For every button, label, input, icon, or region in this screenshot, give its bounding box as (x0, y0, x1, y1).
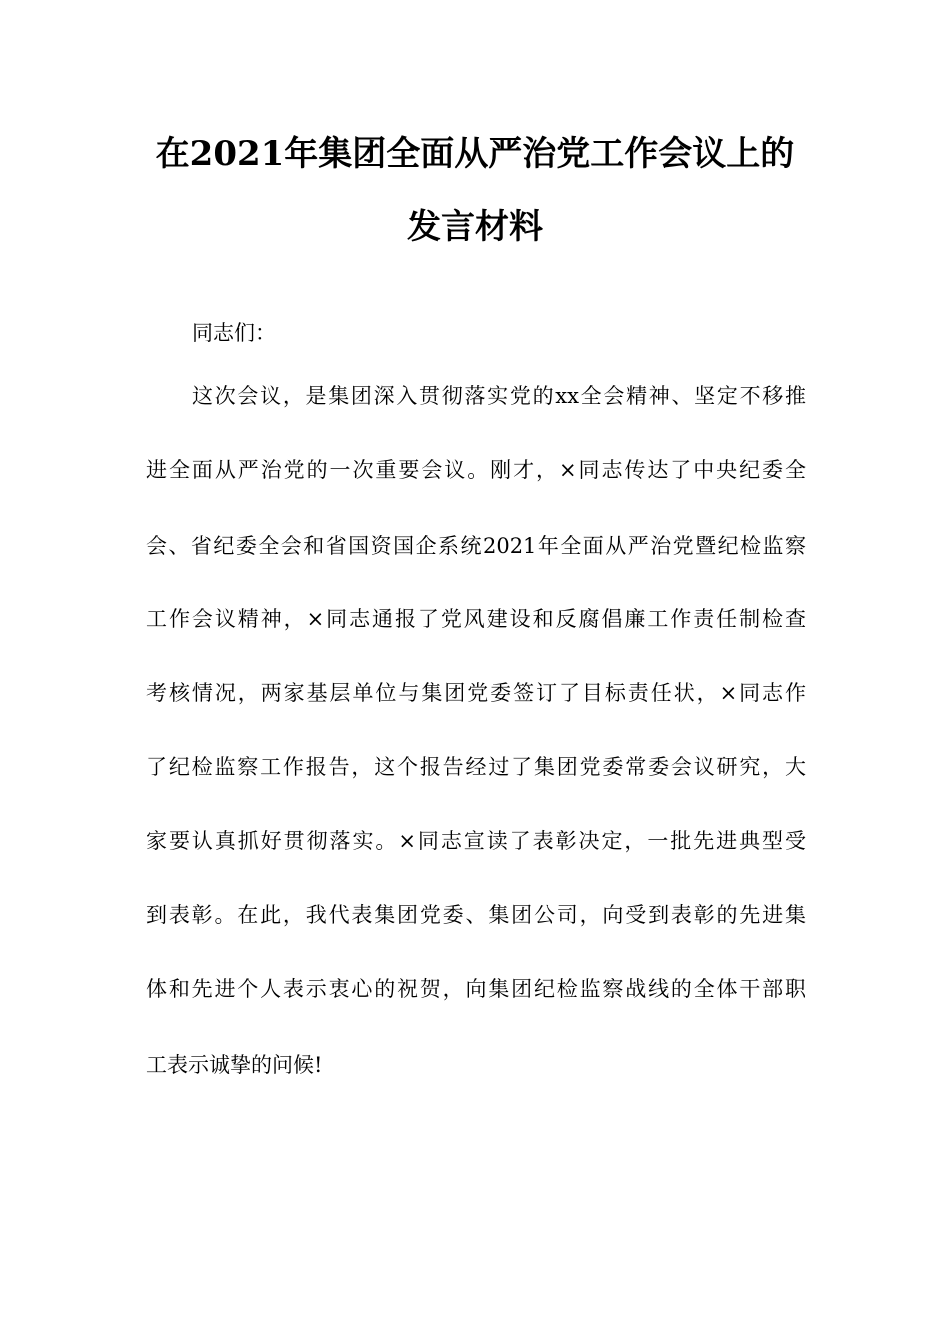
document-title-line-1: 在2021年集团全面从严治党工作会议上的 (155, 134, 795, 174)
paragraph-line: 体和先进个人表示衷心的祝贺，向集团纪检监察战线的全体干部职 (146, 977, 806, 1001)
paragraph-line: 到表彰。在此，我代表集团党委、集团公司，向受到表彰的先进集 (146, 903, 806, 927)
paragraph-line: 这次会议，是集团深入贯彻落实党的xx全会精神、坚定不移推 (192, 384, 806, 408)
paragraph-line-last: 工表示诚挚的问候! (146, 1053, 323, 1077)
paragraph-line: 工作会议精神，×同志通报了党风建设和反腐倡廉工作责任制检查 (146, 607, 806, 631)
salutation: 同志们： (192, 321, 276, 345)
paragraph-line: 进全面从严治党的一次重要会议。刚才，×同志传达了中央纪委全 (146, 458, 806, 482)
paragraph-line: 考核情况，两家基层单位与集团党委签订了目标责任状，×同志作 (146, 681, 806, 705)
paragraph-line: 家要认真抓好贯彻落实。×同志宣读了表彰决定，一批先进典型受 (146, 829, 806, 853)
paragraph-line: 会、省纪委全会和省国资国企系统2021年全面从严治党暨纪检监察 (146, 534, 806, 558)
document-title-line-2: 发言材料 (407, 207, 543, 247)
paragraph-line: 了纪检监察工作报告，这个报告经过了集团党委常委会议研究，大 (146, 755, 806, 779)
